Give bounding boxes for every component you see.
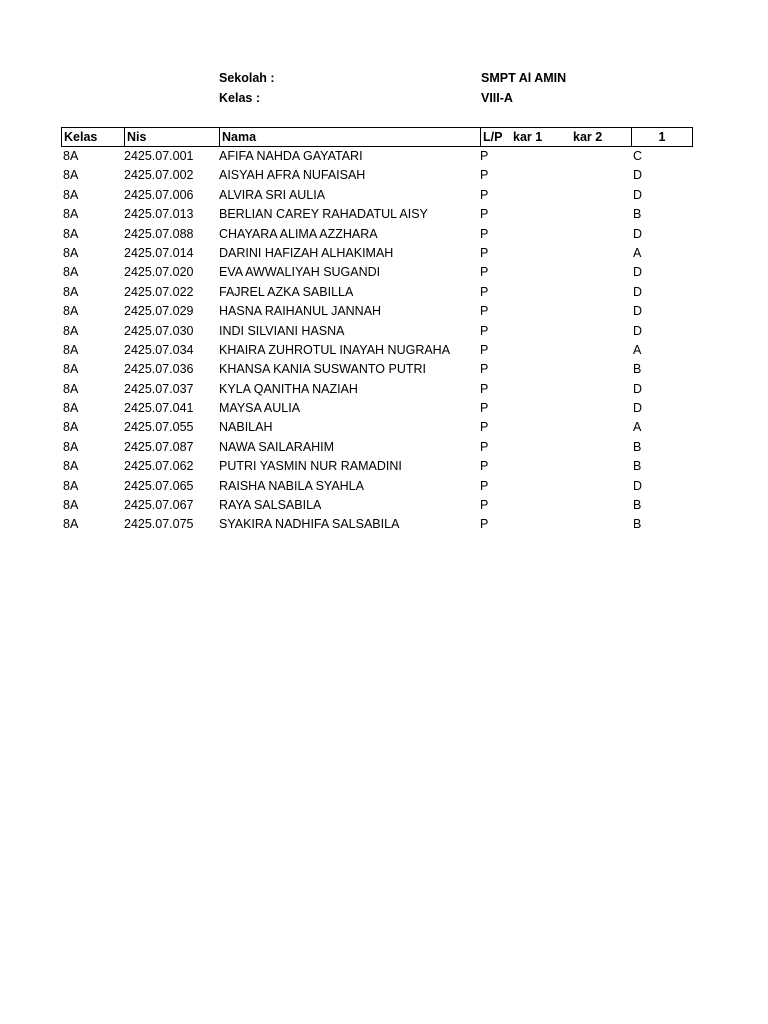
cell-lp: P [480,498,489,513]
cell-lp: P [480,401,489,416]
table-row [61,322,693,341]
cell-lp: P [480,168,489,183]
table-row [61,360,693,379]
cell-grade: A [633,342,642,357]
cell-grade: B [633,362,642,377]
cell-lp: P [480,245,489,260]
cell-lp: P [480,265,489,280]
table-row [61,515,693,534]
cell-kelas: 8A [63,284,79,299]
cell-lp: P [480,149,489,163]
cell-nis: 2425.07.006 [124,187,194,202]
column-header-lp: L/P [480,128,511,146]
table-row [61,341,693,360]
cell-lp: P [480,478,489,493]
column-header-nama: Nama [219,128,480,146]
cell-nama: KHAIRA ZUHROTUL INAYAH NUGRAHA [219,342,451,357]
cell-kelas: 8A [63,187,79,202]
cell-kelas: 8A [63,498,79,513]
cell-grade: D [633,304,643,319]
cell-nama: ALVIRA SRI AULIA [219,187,326,202]
cell-nis: 2425.07.014 [124,245,194,260]
cell-kelas: 8A [63,323,79,338]
cell-grade: D [633,401,643,416]
cell-kelas: 8A [63,517,79,532]
cell-nis: 2425.07.088 [124,226,194,241]
cell-grade: D [633,323,643,338]
cell-kelas: 8A [63,439,79,454]
cell-nama: RAISHA NABILA SYAHLA [219,478,364,493]
table-row [61,186,693,205]
cell-lp: P [480,420,489,435]
cell-grade: A [633,420,642,435]
cell-kelas: 8A [63,226,79,241]
cell-lp: P [480,304,489,319]
cell-lp: P [480,381,489,396]
cell-kelas: 8A [63,459,79,474]
cell-nis: 2425.07.029 [124,304,194,319]
cell-nama: KYLA QANITHA NAZIAH [219,381,358,396]
sekolah-label: Sekolah : [219,71,275,85]
cell-nama: AFIFA NAHDA GAYATARI [219,149,363,163]
table-row [61,147,693,166]
cell-kelas: 8A [63,265,79,280]
cell-kelas: 8A [63,245,79,260]
cell-nama: SYAKIRA NADHIFA SALSABILA [219,517,400,532]
cell-nama: KHANSA KANIA SUSWANTO PUTRI [219,362,426,377]
column-header-1: 1 [631,128,692,146]
cell-grade: D [633,478,643,493]
cell-nama: INDI SILVIANI HASNA [219,323,345,338]
column-header-kar-2: kar 2 [573,130,603,144]
cell-kelas: 8A [63,149,79,163]
table-row [61,205,693,224]
table-row [61,302,693,321]
cell-nis: 2425.07.034 [124,342,194,357]
column-header-nis: Nis [124,128,219,146]
column-header-kelas: Kelas [64,130,98,144]
cell-kelas: 8A [63,420,79,435]
table-header [61,127,693,147]
cell-nama: CHAYARA ALIMA AZZHARA [219,226,378,241]
table-row [61,418,693,437]
table-row [61,380,693,399]
cell-lp: P [480,323,489,338]
cell-grade: B [633,459,642,474]
cell-grade: D [633,284,643,299]
cell-nama: NABILAH [219,420,273,435]
table-row [61,166,693,185]
cell-grade: D [633,226,643,241]
cell-grade: A [633,245,642,260]
cell-nis: 2425.07.055 [124,420,194,435]
cell-lp: P [480,439,489,454]
cell-kelas: 8A [63,207,79,222]
class-name: VIII-A [481,91,513,105]
table-row [61,225,693,244]
cell-kelas: 8A [63,304,79,319]
cell-nis: 2425.07.041 [124,401,194,416]
cell-lp: P [480,226,489,241]
cell-nama: AISYAH AFRA NUFAISAH [219,168,366,183]
cell-nis: 2425.07.030 [124,323,194,338]
cell-lp: P [480,362,489,377]
cell-nama: FAJREL AZKA SABILLA [219,284,354,299]
cell-grade: D [633,187,643,202]
table-row [61,496,693,515]
cell-lp: P [480,187,489,202]
cell-kelas: 8A [63,381,79,396]
cell-lp: P [480,342,489,357]
cell-nama: RAYA SALSABILA [219,498,322,513]
cell-nis: 2425.07.075 [124,517,194,532]
cell-nis: 2425.07.002 [124,168,194,183]
cell-kelas: 8A [63,478,79,493]
table-body [61,147,693,535]
table-row [61,399,693,418]
cell-grade: D [633,168,643,183]
cell-lp: P [480,517,489,532]
cell-kelas: 8A [63,168,79,183]
cell-kelas: 8A [63,401,79,416]
student-table [61,127,693,535]
cell-nis: 2425.07.067 [124,498,194,513]
kelas-label: Kelas : [219,91,260,105]
cell-grade: B [633,207,642,222]
cell-grade: D [633,381,643,396]
table-row [61,244,693,263]
column-header-kar-1: kar 1 [513,130,543,144]
cell-nis: 2425.07.022 [124,284,194,299]
cell-nis: 2425.07.036 [124,362,194,377]
cell-grade: C [633,149,643,163]
cell-grade: B [633,517,642,532]
cell-kelas: 8A [63,342,79,357]
cell-grade: B [633,439,642,454]
cell-nama: BERLIAN CAREY RAHADATUL AISY [219,207,428,222]
cell-lp: P [480,284,489,299]
cell-nis: 2425.07.037 [124,381,194,396]
cell-nis: 2425.07.062 [124,459,194,474]
cell-nis: 2425.07.001 [124,149,194,163]
cell-nis: 2425.07.065 [124,478,194,493]
cell-nis: 2425.07.020 [124,265,194,280]
table-row [61,283,693,302]
cell-nama: DARINI HAFIZAH ALHAKIMAH [219,245,394,260]
school-name: SMPT Al AMIN [481,71,567,85]
cell-nama: NAWA SAILARAHIM [219,439,335,454]
table-row [61,438,693,457]
cell-kelas: 8A [63,362,79,377]
cell-nis: 2425.07.013 [124,207,194,222]
cell-nama: MAYSA AULIA [219,401,301,416]
table-row [61,457,693,476]
cell-lp: P [480,459,489,474]
table-row [61,477,693,496]
cell-nis: 2425.07.087 [124,439,194,454]
cell-nama: PUTRI YASMIN NUR RAMADINI [219,459,402,474]
cell-grade: D [633,265,643,280]
cell-nama: EVA AWWALIYAH SUGANDI [219,265,381,280]
table-row [61,263,693,282]
cell-nama: HASNA RAIHANUL JANNAH [219,304,382,319]
cell-grade: B [633,498,642,513]
cell-lp: P [480,207,489,222]
